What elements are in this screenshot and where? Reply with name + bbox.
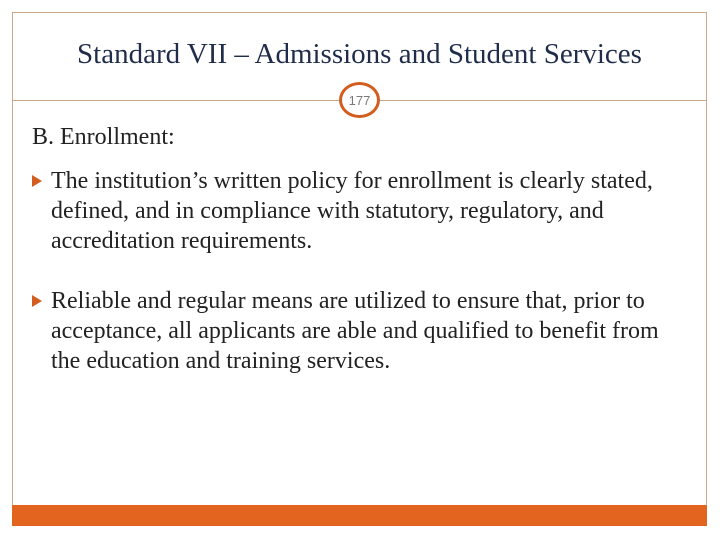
- slide-title: Standard VII – Admissions and Student Services: [77, 38, 642, 70]
- section-heading: B. Enrollment:: [32, 124, 175, 150]
- page-number-badge: [339, 82, 380, 118]
- bullet-item: [32, 286, 692, 376]
- bullet-text: The institution’s written policy for enrollment is clearly stated, defined, and in compliance with statutory, regulatory, and accreditation requirements.: [51, 168, 653, 254]
- page-number: 177: [348, 92, 371, 108]
- triangle-bullet-icon: [32, 175, 42, 187]
- bullet-list: [32, 166, 692, 406]
- bullet-text: Reliable and regular means are utilized to ensure that, prior to acceptance, all applicants are able and qualified to benefit from the education and training services.: [51, 288, 659, 374]
- bullet-item: [32, 166, 692, 256]
- triangle-bullet-icon: [32, 295, 42, 307]
- footer-accent-bar: [12, 505, 707, 526]
